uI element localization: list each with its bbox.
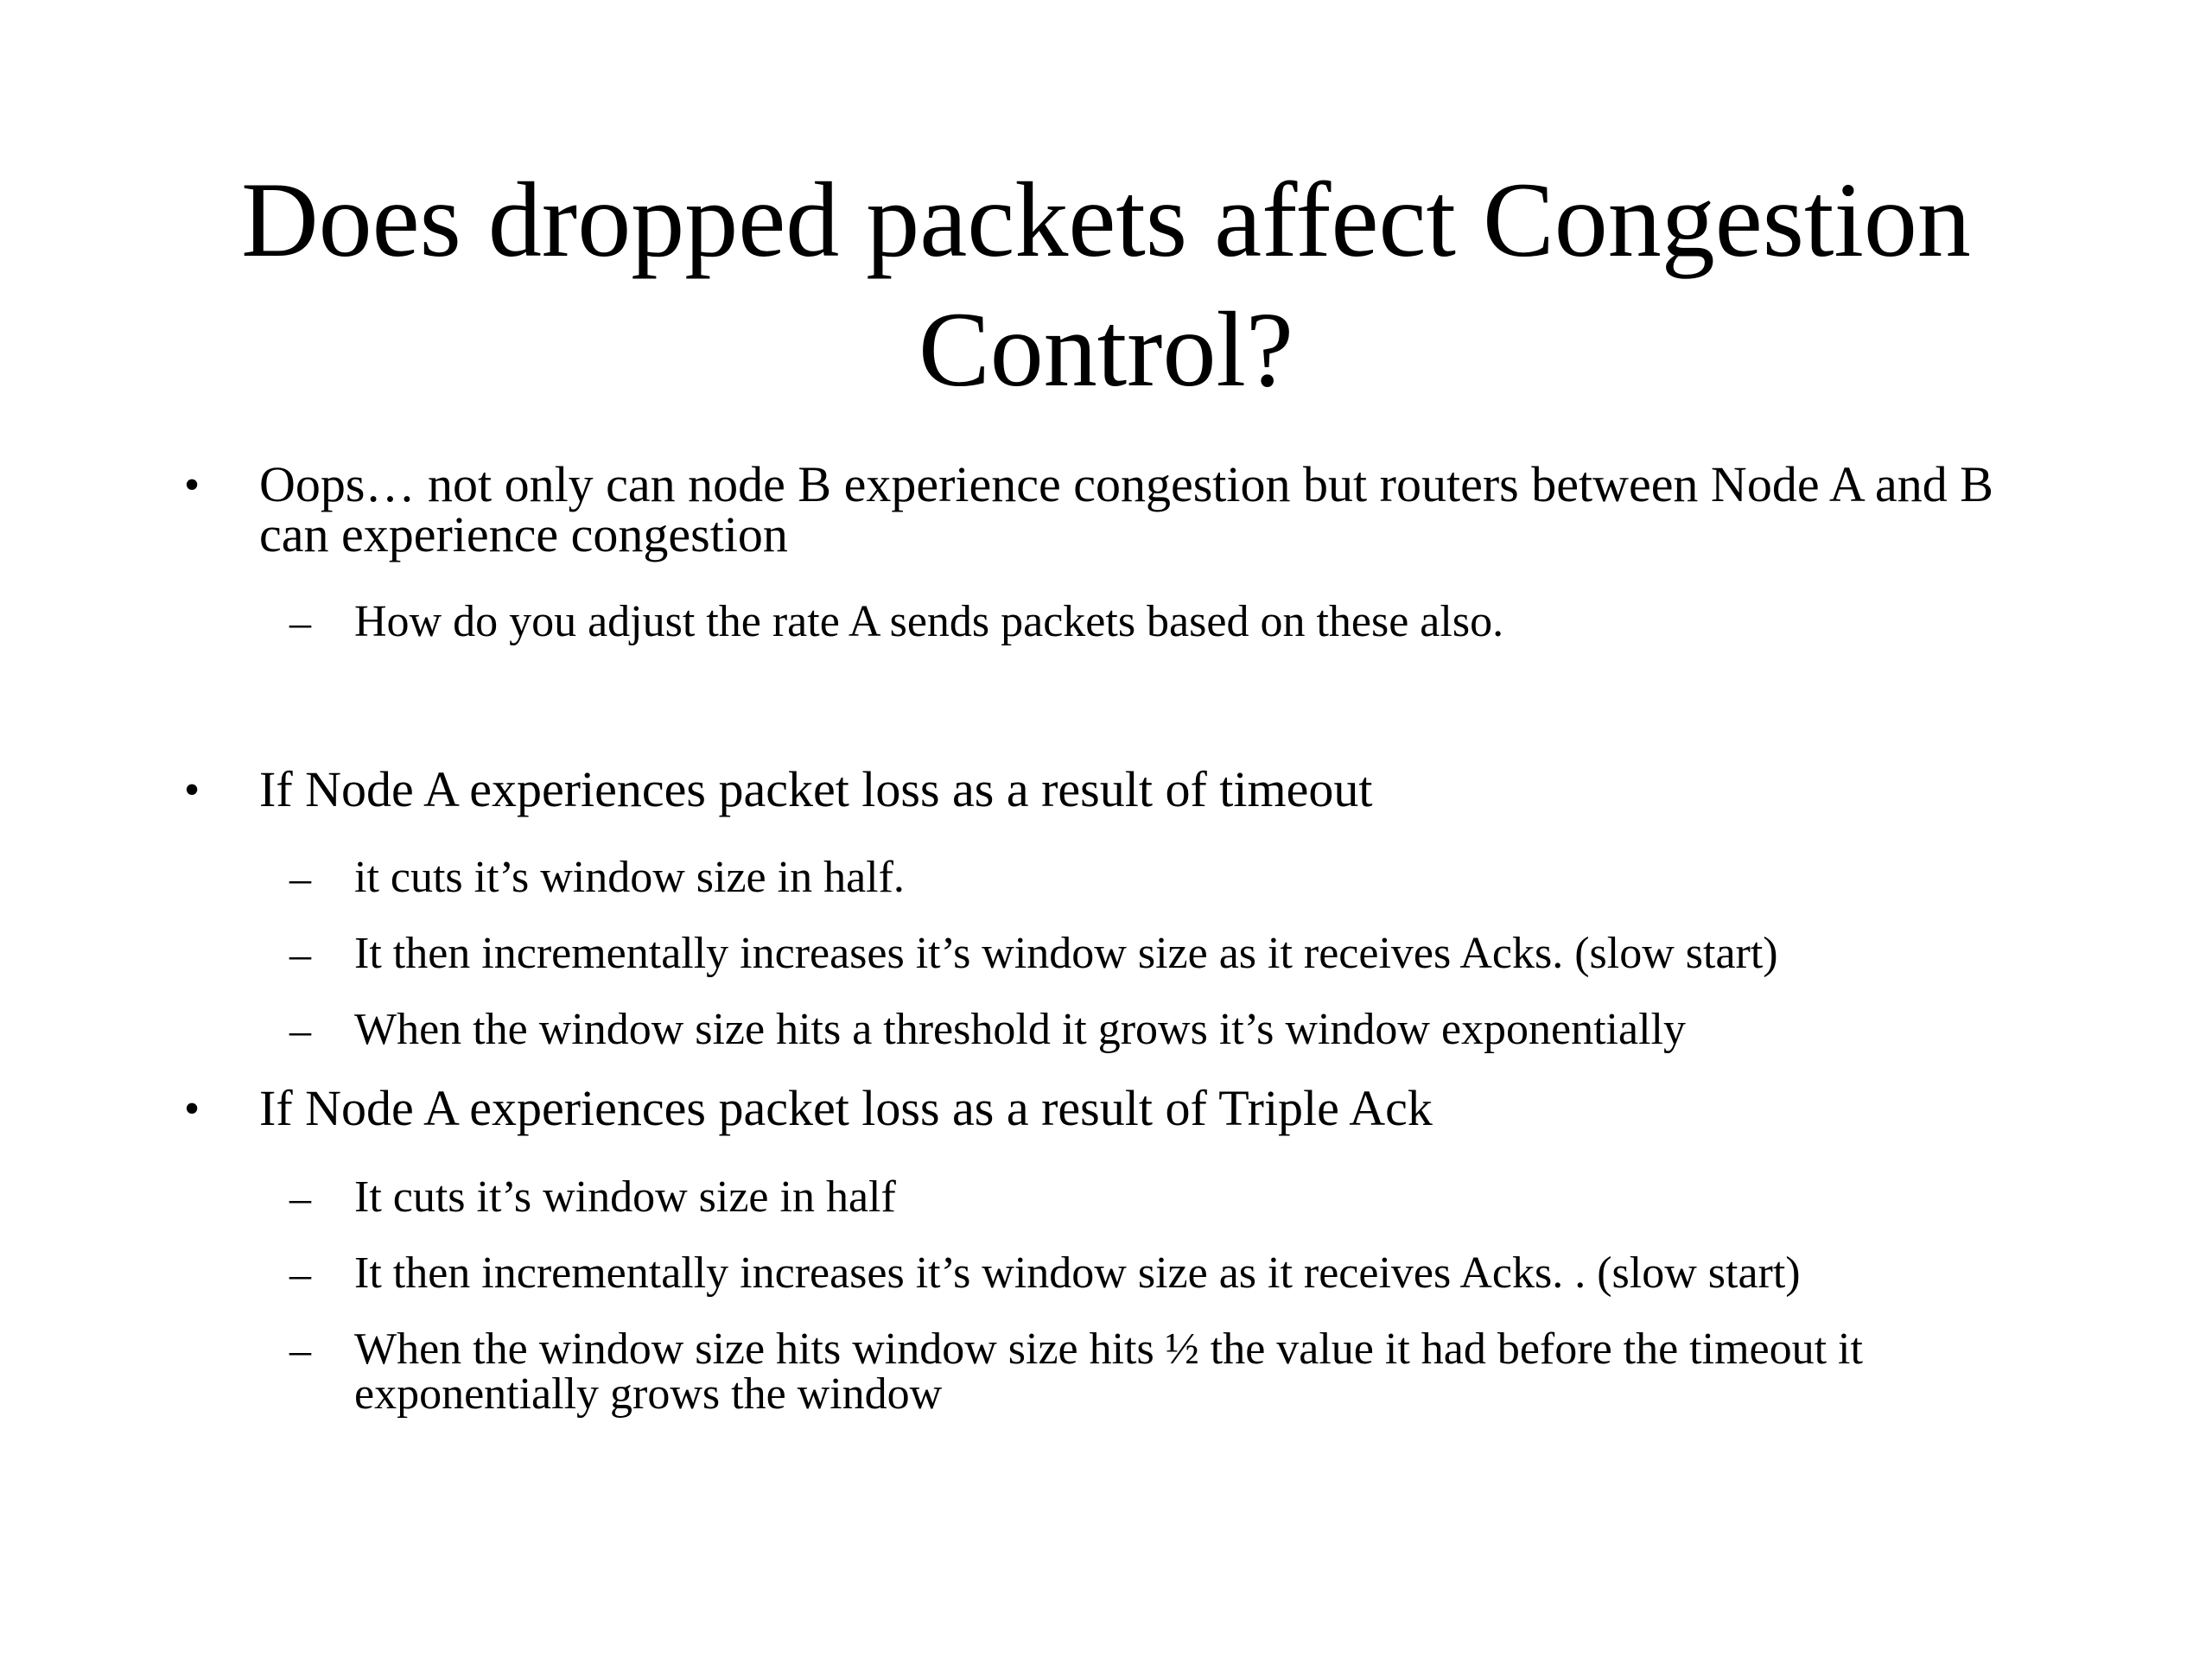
bullet-marker: • bbox=[184, 1084, 200, 1134]
bullet-marker: • bbox=[184, 461, 200, 510]
sub-bullet-marker: – bbox=[289, 1173, 311, 1222]
slide-title: Does dropped packets affect Congestion Control? bbox=[241, 161, 1971, 409]
sub-bullet-marker: – bbox=[289, 930, 311, 978]
sub-bullet-text: It then incrementally increases it’s window size as it receives Acks. (slow start) bbox=[354, 929, 1778, 978]
sub-bullet-marker: – bbox=[289, 598, 311, 646]
sub-bullet-text: It cuts it’s window size in half bbox=[354, 1172, 896, 1222]
sub-bullet-marker: – bbox=[289, 854, 311, 902]
bullet-marker: • bbox=[184, 765, 200, 815]
sub-bullet-marker: – bbox=[289, 1249, 311, 1298]
bullet-text: If Node A experiences packet loss as a result of timeout bbox=[259, 761, 1373, 817]
sub-bullet-text: When the window size hits window size hits ½ the value it had before the timeout it exponentially grows the window bbox=[354, 1324, 1863, 1419]
sub-bullet-marker: – bbox=[289, 1325, 311, 1374]
bullet-text: If Node A experiences packet loss as a result of Triple Ack bbox=[259, 1080, 1433, 1136]
sub-bullet-text: When the window size hits a threshold it grows it’s window exponentially bbox=[354, 1005, 1686, 1054]
sub-bullet-text: It then incrementally increases it’s window size as it receives Acks. . (slow start) bbox=[354, 1248, 1801, 1298]
sub-bullet-text: it cuts it’s window size in half. bbox=[354, 853, 905, 902]
sub-bullet-marker: – bbox=[289, 1006, 311, 1054]
bullet-text: Oops… not only can node B experience congestion but routers between Node A and B can experience congestion bbox=[259, 456, 1993, 562]
sub-bullet-text: How do you adjust the rate A sends packets based on these also. bbox=[354, 597, 1504, 646]
